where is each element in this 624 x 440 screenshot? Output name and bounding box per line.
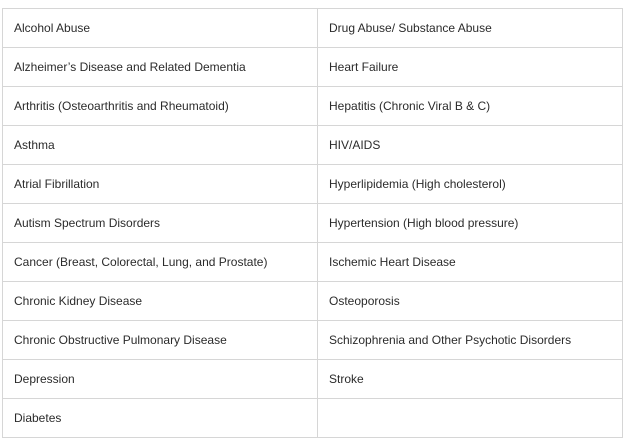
- table-cell: Hyperlipidemia (High cholesterol): [318, 165, 623, 204]
- table-cell: Drug Abuse/ Substance Abuse: [318, 9, 623, 48]
- table-cell-empty: [318, 399, 623, 438]
- table-cell: Alcohol Abuse: [3, 9, 318, 48]
- table-row: [3, 9, 623, 48]
- table-row: [3, 87, 623, 126]
- table-cell: Asthma: [3, 126, 318, 165]
- table-cell: Heart Failure: [318, 48, 623, 87]
- table-cell: HIV/AIDS: [318, 126, 623, 165]
- table-cell: Autism Spectrum Disorders: [3, 204, 318, 243]
- table-cell: Arthritis (Osteoarthritis and Rheumatoid): [3, 87, 318, 126]
- table-cell: Stroke: [318, 360, 623, 399]
- table-cell: Osteoporosis: [318, 282, 623, 321]
- conditions-table: [2, 8, 623, 438]
- table-row: [3, 321, 623, 360]
- conditions-table-body: [3, 9, 623, 438]
- table-row: [3, 48, 623, 87]
- table-cell: Hypertension (High blood pressure): [318, 204, 623, 243]
- table-cell: Alzheimer’s Disease and Related Dementia: [3, 48, 318, 87]
- table-cell: Ischemic Heart Disease: [318, 243, 623, 282]
- table-row: [3, 399, 623, 438]
- table-cell: Chronic Kidney Disease: [3, 282, 318, 321]
- table-cell: Atrial Fibrillation: [3, 165, 318, 204]
- table-row: [3, 243, 623, 282]
- table-row: [3, 282, 623, 321]
- conditions-table-container: [2, 8, 622, 438]
- table-row: [3, 360, 623, 399]
- table-cell: Schizophrenia and Other Psychotic Disorders: [318, 321, 623, 360]
- table-cell: Diabetes: [3, 399, 318, 438]
- table-cell: Cancer (Breast, Colorectal, Lung, and Prostate): [3, 243, 318, 282]
- table-row: [3, 126, 623, 165]
- table-cell: Hepatitis (Chronic Viral B & C): [318, 87, 623, 126]
- table-cell: Chronic Obstructive Pulmonary Disease: [3, 321, 318, 360]
- table-row: [3, 204, 623, 243]
- table-cell: Depression: [3, 360, 318, 399]
- table-row: [3, 165, 623, 204]
